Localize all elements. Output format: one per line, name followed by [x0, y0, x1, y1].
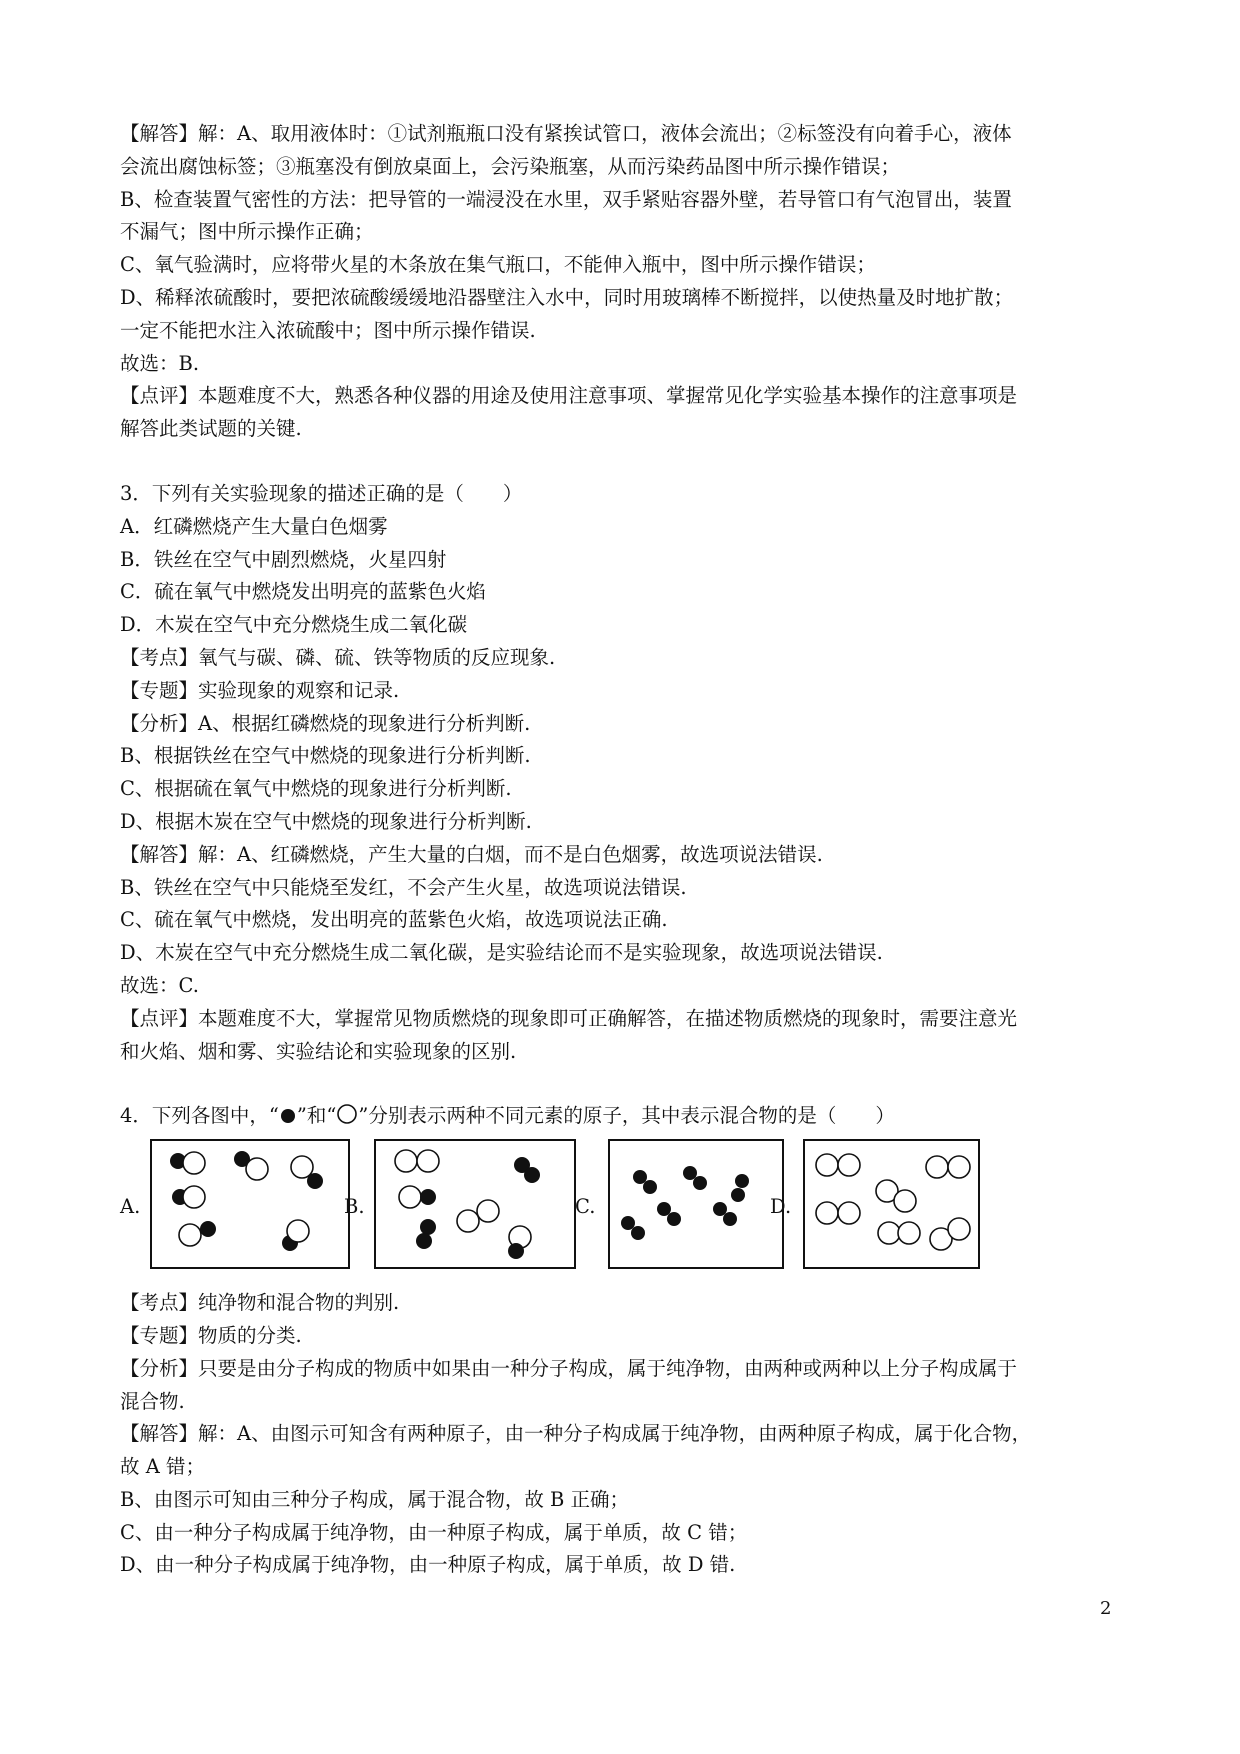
q3-answer-d: D、木炭在空气中充分燃烧生成二氧化碳，是实验结论而不是实验现象，故选项说法错误.	[120, 941, 883, 965]
q4-figure-c	[608, 1139, 784, 1269]
q4-stem-part-1: 4．下列各图中，“	[120, 1104, 279, 1128]
q2-answer-line-7: 一定不能把水注入浓硫酸中；图中所示操作错误.	[120, 318, 536, 342]
q4-figure-d	[803, 1139, 980, 1269]
q2-choice: 故选：B.	[120, 351, 200, 375]
q4-answer-line-1: 【解答】解：A、由图示可知含有两种原子，由一种分子构成属于纯净物，由两种原子构成，属于化合物，	[120, 1422, 1032, 1446]
q3-option-c: C．硫在氧气中燃烧发出明亮的蓝紫色火焰	[120, 580, 486, 604]
q4-analysis-line-1: 【分析】只要是由分子构成的物质中如果由一种分子构成，属于纯净物，由两种或两种以上分子构成属于	[120, 1356, 1018, 1380]
q4-option-b-label: B.	[344, 1195, 365, 1219]
q3-stem: 3．下列有关实验现象的描述正确的是（ ）	[120, 481, 523, 505]
q4-option-d-label: D.	[770, 1195, 792, 1219]
q4-figure-row	[120, 1139, 1130, 1281]
q3-analysis-a: 【分析】A、根据红磷燃烧的现象进行分析判断.	[120, 711, 531, 735]
q3-answer-a: 【解答】解：A、红磷燃烧，产生大量的白烟，而不是白色烟雾，故选项说法错误.	[120, 842, 823, 866]
q4-stem-part-2: ”和“	[296, 1104, 337, 1128]
q3-analysis-d: D、根据木炭在空气中燃烧的现象进行分析判断.	[120, 809, 532, 833]
q4-zhuanti: 【专题】物质的分类.	[120, 1323, 302, 1347]
q3-option-a: A．红磷燃烧产生大量白色烟雾	[120, 514, 388, 538]
q3-zhuanti: 【专题】实验现象的观察和记录.	[120, 678, 400, 702]
q3-option-b: B．铁丝在空气中剧烈燃烧，火星四射	[120, 547, 447, 571]
q2-answer-line-2: 会流出腐蚀标签；③瓶塞没有倒放桌面上，会污染瓶塞，从而污染药品图中所示操作错误；	[120, 154, 901, 178]
hollow-atom-icon	[336, 1103, 358, 1125]
q2-answer-line-6: D、稀释浓硫酸时，要把浓硫酸缓缓地沿器壁注入水中，同时用玻璃棒不断搅拌，以使热量及时地扩散；	[120, 285, 1014, 309]
q3-choice: 故选：C.	[120, 973, 199, 997]
q4-kaodian: 【考点】纯净物和混合物的判别.	[120, 1291, 400, 1315]
q3-comment-line-2: 和火焰、烟和雾、实验结论和实验现象的区别.	[120, 1039, 517, 1063]
q3-kaodian: 【考点】氧气与碳、磷、硫、铁等物质的反应现象.	[120, 645, 556, 669]
q4-figure-b	[374, 1139, 576, 1269]
q4-option-a-label: A.	[120, 1195, 141, 1219]
q4-answer-b: B、由图示可知由三种分子构成，属于混合物，故 B 正确；	[120, 1487, 630, 1511]
q4-answer-d: D、由一种分子构成属于纯净物，由一种原子构成，属于单质，故 D 错.	[120, 1553, 736, 1577]
q3-comment-line-1: 【点评】本题难度不大，掌握常见物质燃烧的现象即可正确解答，在描述物质燃烧的现象时，需要注意光	[120, 1006, 1018, 1030]
q2-comment-line-2: 解答此类试题的关键.	[120, 417, 302, 441]
q4-option-c-label: C.	[575, 1195, 596, 1219]
q4-answer-c: C、由一种分子构成属于纯净物，由一种原子构成，属于单质，故 C 错；	[120, 1520, 748, 1544]
q4-figure-a	[150, 1139, 350, 1269]
q2-comment-line-1: 【点评】本题难度不大，熟悉各种仪器的用途及使用注意事项、掌握常见化学实验基本操作的注意事项是	[120, 384, 1018, 408]
q2-answer-line-3: B、检查装置气密性的方法：把导管的一端浸没在水里，双手紧贴容器外壁，若导管口有气泡冒出，装置	[120, 187, 1012, 211]
q2-answer-line-1: 【解答】解：A、取用液体时：①试剂瓶瓶口没有紧挨试管口，液体会流出；②标签没有向着手心，液体	[120, 122, 1012, 145]
page-number: 2	[1100, 1598, 1112, 1619]
q3-answer-b: B、铁丝在空气中只能烧至发红，不会产生火星，故选项说法错误.	[120, 875, 687, 899]
filled-atom-icon	[279, 1107, 297, 1125]
page-content	[120, 118, 1130, 1582]
q3-analysis-c: C、根据硫在氧气中燃烧的现象进行分析判断.	[120, 777, 512, 801]
q3-answer-c: C、硫在氧气中燃烧，发出明亮的蓝紫色火焰，故选项说法正确.	[120, 908, 668, 932]
q4-answer-line-2: 故 A 错；	[120, 1455, 205, 1479]
q4-stem-part-3: ”分别表示两种不同元素的原子，其中表示混合物的是（ ）	[358, 1104, 895, 1128]
q3-analysis-b: B、根据铁丝在空气中燃烧的现象进行分析判断.	[120, 744, 531, 768]
q4-analysis-line-2: 混合物.	[120, 1389, 185, 1413]
q3-option-d: D．木炭在空气中充分燃烧生成二氧化碳	[120, 613, 468, 637]
q2-answer-line-5: C、氧气验满时，应将带火星的木条放在集气瓶口，不能伸入瓶中，图中所示操作错误；	[120, 253, 876, 277]
q4-stem	[120, 1100, 1130, 1133]
q2-answer-line-4: 不漏气；图中所示操作正确；	[120, 220, 374, 244]
